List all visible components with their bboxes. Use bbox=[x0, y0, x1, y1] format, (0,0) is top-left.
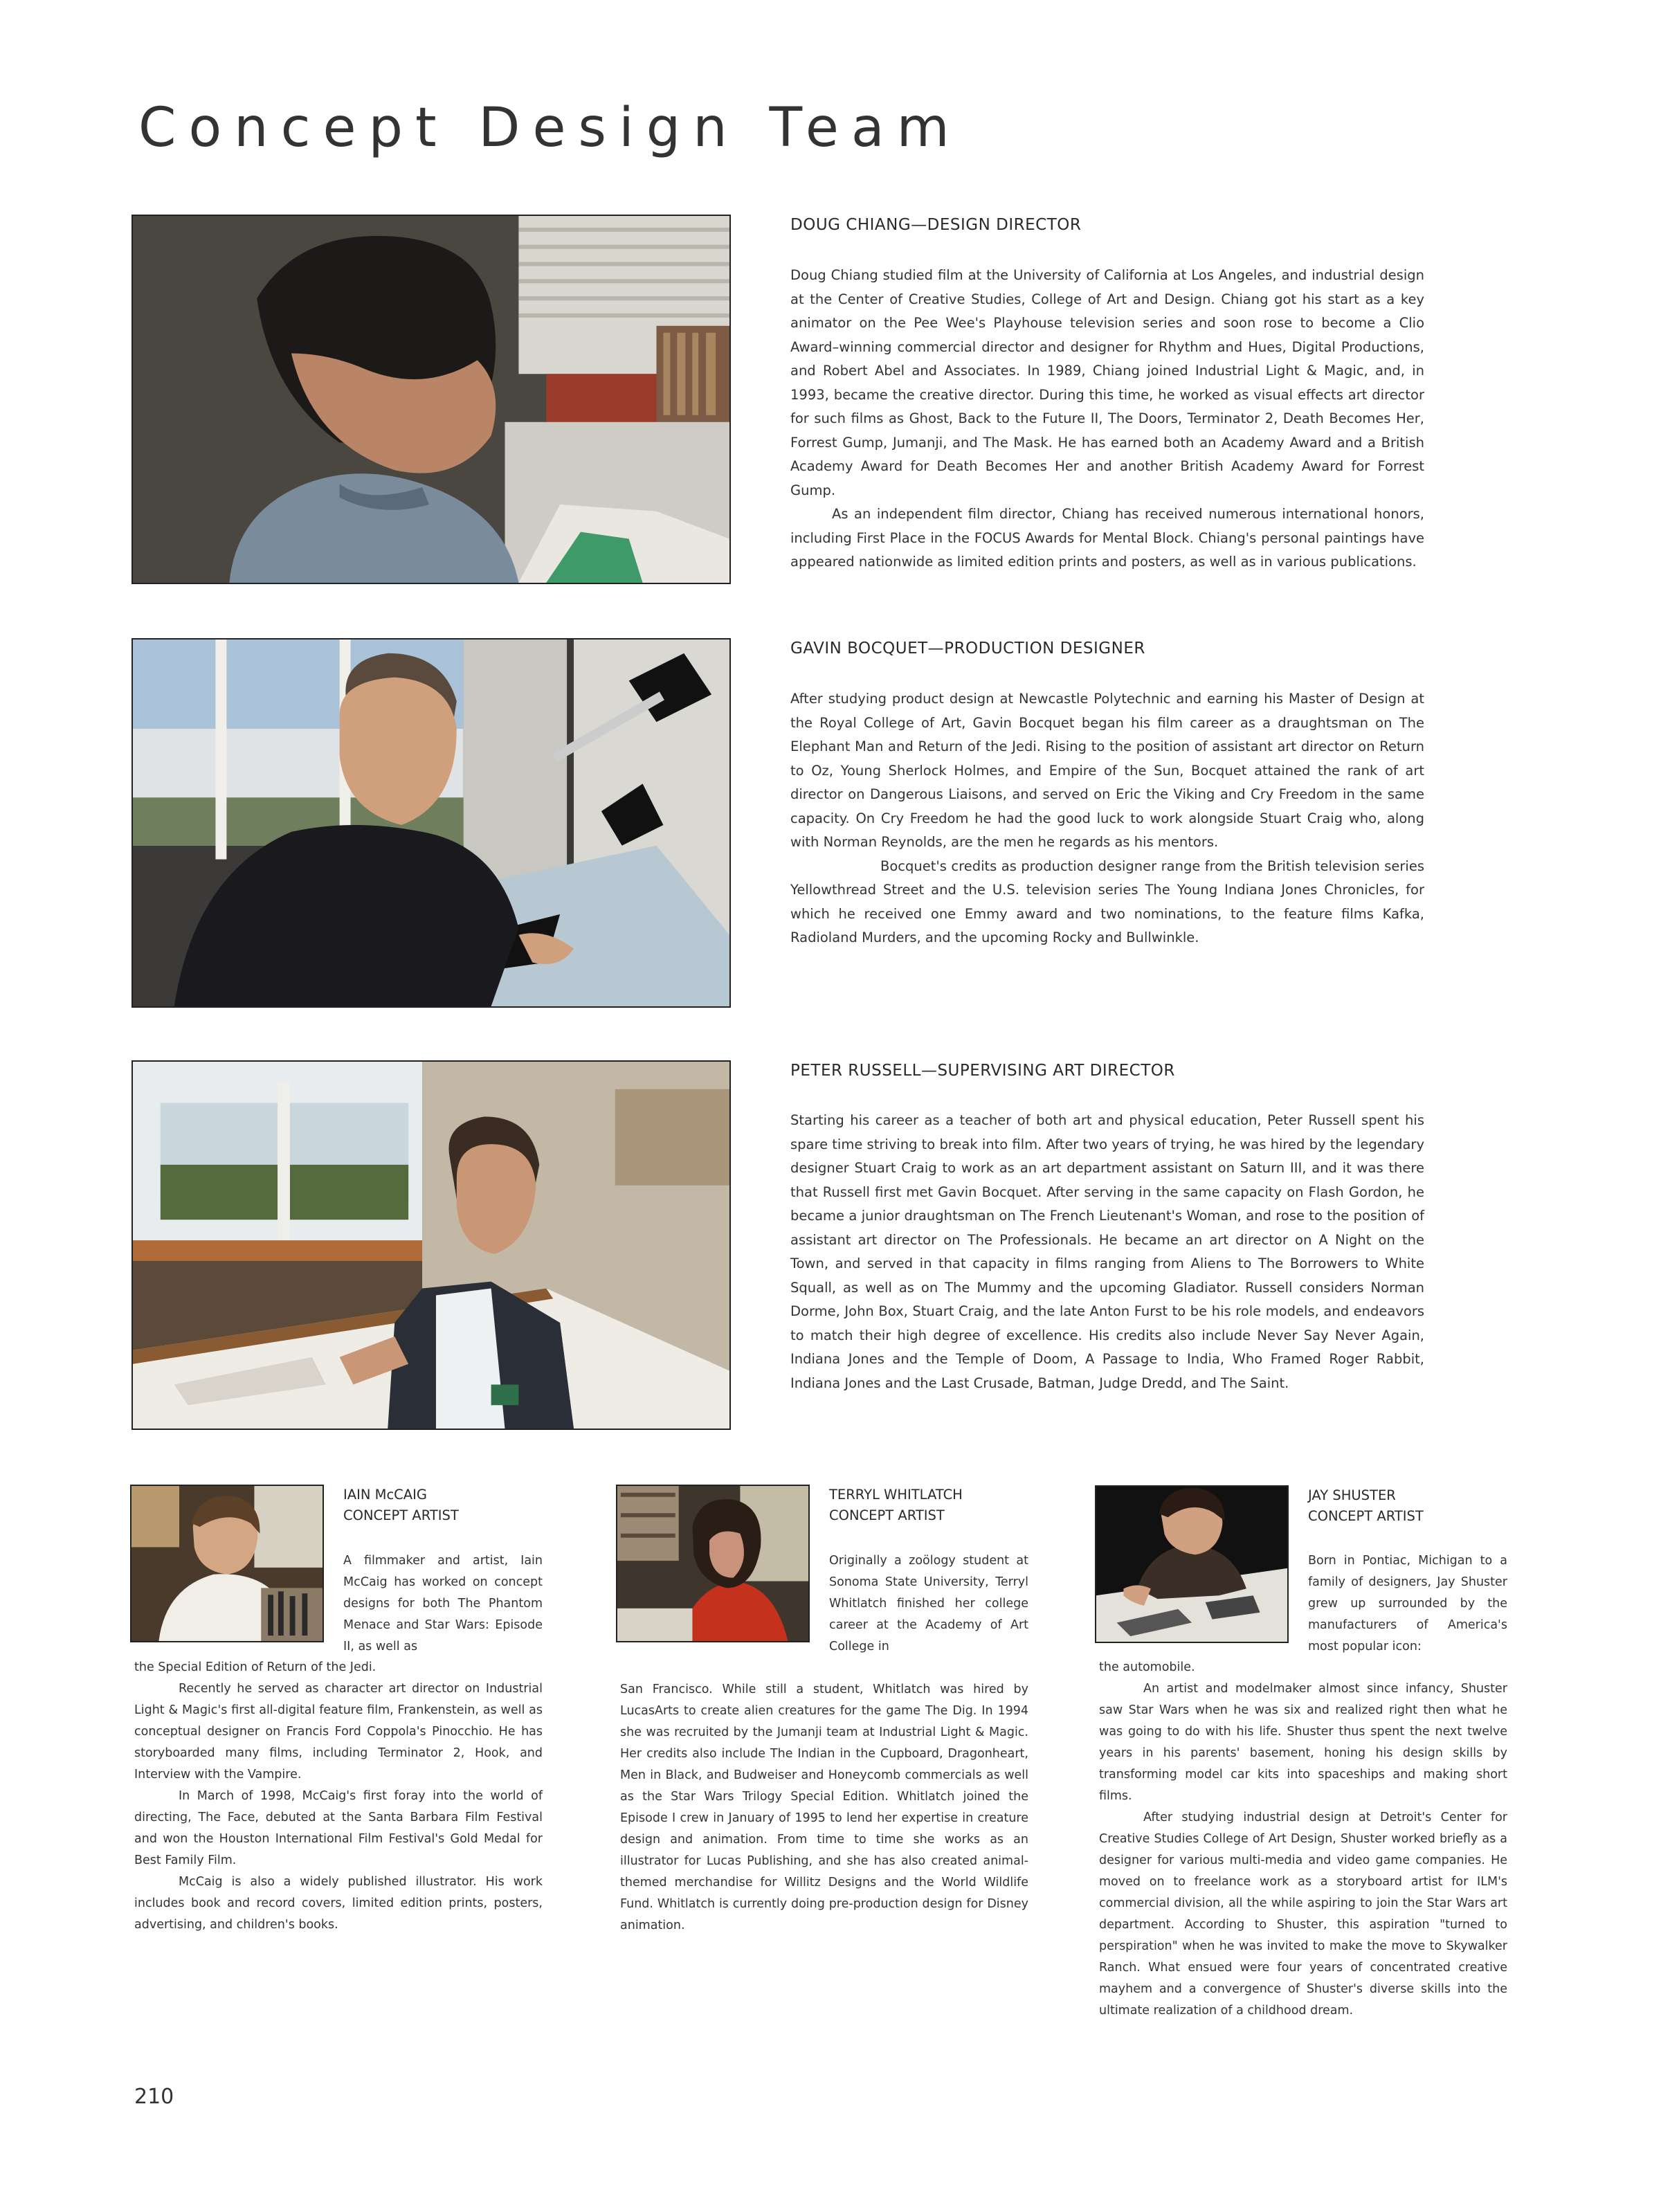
page-number: 210 bbox=[134, 2085, 174, 2109]
artist-name: IAIN McCAIG bbox=[343, 1487, 427, 1503]
photo-doug-chiang bbox=[131, 215, 731, 584]
bio-paragraph: Starting his career as a teacher of both art and physical education, Peter Russell spent his spare time striving to break into film. After two years of trying, he was hired by the legendary designer Stuart Craig to work as an art department assistant on Saturn III, and it was there that Russell first met Gavin Bocquet. After serving in the same capacity on Flash Gordon, he became a junior draughtsman on The French Lieutenant's Woman, and rose to the position of assistant art director on The Professionals. He became an art director on A Night on the Town, and served in that capacity in films ranging from Aliens to The Borrowers to White Squall, as well as on The Mummy and the upcoming Gladiator. Russell considers Norman Dorme, John Box, Stuart Craig, and the late Anton Furst to be his role models, and endeavors to match their high degree of excellence. His credits also include Never Say Never Again, Indiana Jones and the Temple of Doom, A Passage to India, Who Framed Roger Rabbit, Indiana Jones and the Last Crusade, Batman, Judge Dredd, and The Saint. bbox=[790, 1112, 1424, 1391]
artist-intro-jay-shuster: Born in Pontiac, Michigan to a family of designers, Jay Shuster grew up surrounded by the manufacturers of America's most popular icon: bbox=[1308, 1554, 1507, 1653]
bio-text-gavin-bocquet bbox=[790, 687, 1424, 950]
photo-iain-mccaig bbox=[130, 1485, 324, 1642]
bio-paragraph: Bocquet's credits as production designer range from the British television series Yellowthread Street and the U.S. television series The Young Indiana Jones Chronicles, for which he received one Emmy award and two nominations, to the feature films Kafka, Radioland Murders, and the upcoming Rocky and Bullwinkle. bbox=[790, 858, 1424, 945]
page-title: Concept Design Team bbox=[138, 97, 962, 159]
bio-heading-gavin-bocquet: GAVIN BOCQUET—PRODUCTION DESIGNER bbox=[790, 640, 1145, 658]
artist-paragraph: San Francisco. While still a student, Whitlatch was hired by LucasArts to create alien creatures for the game The Dig. In 1994 she was recruited by the Jumanji team at Industrial Light & Magic. Her credits also include The Indian in the Cupboard, Dragonheart, Men in Black, and Budweiser and Honeycomb commercials as well as the Star Wars Trilogy Special Edition. Whitlatch joined the Episode I crew in January of 1995 to lend her expertise in creature design and animation. From time to time she works as an illustrator for Lucas Publishing, and she has also created animal-themed merchandise for Willitz Designs and the World Wildlife Fund. Whitlatch is currently doing pre-production design for Disney animation. bbox=[620, 1683, 1028, 1932]
artist-paragraph: An artist and modelmaker almost since infancy, Shuster saw Star Wars when he was six and realized right then what he was going to do with his life. Shuster thus spent the next twelve years in his parents' basement, honing his design skills by transforming model car kits into spaceships and making short films. bbox=[1099, 1682, 1507, 1803]
artist-paragraph: In March of 1998, McCaig's first foray into the world of directing, The Face, debuted at the Santa Barbara Film Festival and won the Houston International Film Festival's Gold Medal for Best Family Film. bbox=[134, 1789, 543, 1867]
photo-jay-shuster bbox=[1095, 1485, 1289, 1643]
bio-text-doug-chiang bbox=[790, 264, 1424, 574]
bio-heading-doug-chiang: DOUG CHIANG—DESIGN DIRECTOR bbox=[790, 216, 1082, 234]
photo-peter-russell bbox=[131, 1060, 731, 1430]
bio-text-peter-russell bbox=[790, 1109, 1424, 1395]
artist-role: CONCEPT ARTIST bbox=[343, 1507, 459, 1523]
artist-body-iain-mccaig bbox=[134, 1657, 543, 1936]
artist-paragraph: the Special Edition of Return of the Jedi. bbox=[134, 1660, 376, 1674]
bio-heading-peter-russell: PETER RUSSELL—SUPERVISING ART DIRECTOR bbox=[790, 1062, 1175, 1080]
photo-gavin-bocquet bbox=[131, 638, 731, 1008]
artist-paragraph: McCaig is also a widely published illustrator. His work includes book and record covers, limited edition prints, posters, advertising, and children's books. bbox=[134, 1875, 543, 1932]
artist-body-terryl-whitlatch bbox=[620, 1679, 1028, 1937]
artist-role: CONCEPT ARTIST bbox=[829, 1507, 945, 1523]
artist-name: JAY SHUSTER bbox=[1308, 1487, 1396, 1503]
artist-paragraph: Recently he served as character art director on Industrial Light & Magic's first all-digital feature film, Frankenstein, as well as conceptual designer on Francis Ford Coppola's Pinocchio. He has storyboarded many films, including Terminator 2, Hook, and Interview with the Vampire. bbox=[134, 1682, 543, 1782]
artist-heading-iain-mccaig bbox=[343, 1485, 459, 1526]
photo-terryl-whitlatch bbox=[616, 1485, 810, 1642]
artist-role: CONCEPT ARTIST bbox=[1308, 1508, 1424, 1524]
bio-paragraph: As an independent film director, Chiang has received numerous international honors, including First Place in the FOCUS Awards for Mental Block. Chiang's personal paintings have appeared nationwide as limited edition prints and posters, as well as in various publications. bbox=[790, 506, 1424, 570]
artist-intro-iain-mccaig: A filmmaker and artist, Iain McCaig has worked on concept designs for both The Phantom Menace and Star Wars: Episode II, as well as bbox=[343, 1554, 543, 1653]
artist-intro-terryl-whitlatch: Originally a zoölogy student at Sonoma State University, Terryl Whitlatch finished her college career at the Academy of Art College in bbox=[829, 1554, 1028, 1653]
artist-heading-jay-shuster bbox=[1308, 1485, 1424, 1527]
artist-heading-terryl-whitlatch bbox=[829, 1485, 963, 1526]
artist-body-jay-shuster bbox=[1099, 1657, 1507, 2022]
artist-paragraph: After studying industrial design at Detroit's Center for Creative Studies College of Art Design, Shuster worked briefly as a designer for various multi-media and video game companies. He moved on to freelance work as a storyboard artist for ILM's commercial division, all the while aspiring to join the Star Wars art department. According to Shuster, this aspiration "turned to perspiration" when he was invited to make the move to Skywalker Ranch. What ensued were four years of concentrated creative mayhem and a convergence of Shuster's diverse skills into the ultimate realization of a childhood dream. bbox=[1099, 1811, 1507, 2018]
artist-paragraph: the automobile. bbox=[1099, 1660, 1195, 1674]
artist-name: TERRYL WHITLATCH bbox=[829, 1487, 963, 1503]
bio-paragraph: Doug Chiang studied film at the University of California at Los Angeles, and industrial design at the Center of Creative Studies, College of Art and Design. Chiang got his start as a key animator on the Pee Wee's Playhouse television series and soon rose to become a Clio Award–winning commercial director and designer for Rhythm and Hues, Digital Productions, and Robert Abel and Associates. In 1989, Chiang joined Industrial Light & Magic, and, in 1993, became the creative director. During this time, he worked as visual effects art director for such films as Ghost, Back to the Future II, The Doors, Terminator 2, Death Becomes Her, Forrest Gump, Jumanji, and The Mask. He has earned both an Academy Award and a British Academy Award for Death Becomes Her and another British Academy Award for Forrest Gump. bbox=[790, 267, 1424, 498]
bio-paragraph: After studying product design at Newcastle Polytechnic and earning his Master of Design at the Royal College of Art, Gavin Bocquet began his film career as a draughtsman on The Elephant Man and Return of the Jedi. Rising to the position of assistant art director on Return to Oz, Young Sherlock Holmes, and Empire of the Sun, Bocquet attained the rank of art director on Dangerous Liaisons, and served on Eric the Viking and Cry Freedom in the same capacity. On Cry Freedom he had the good luck to work alongside Stuart Craig who, along with Norman Reynolds, are the men he regards as his mentors. bbox=[790, 691, 1424, 850]
